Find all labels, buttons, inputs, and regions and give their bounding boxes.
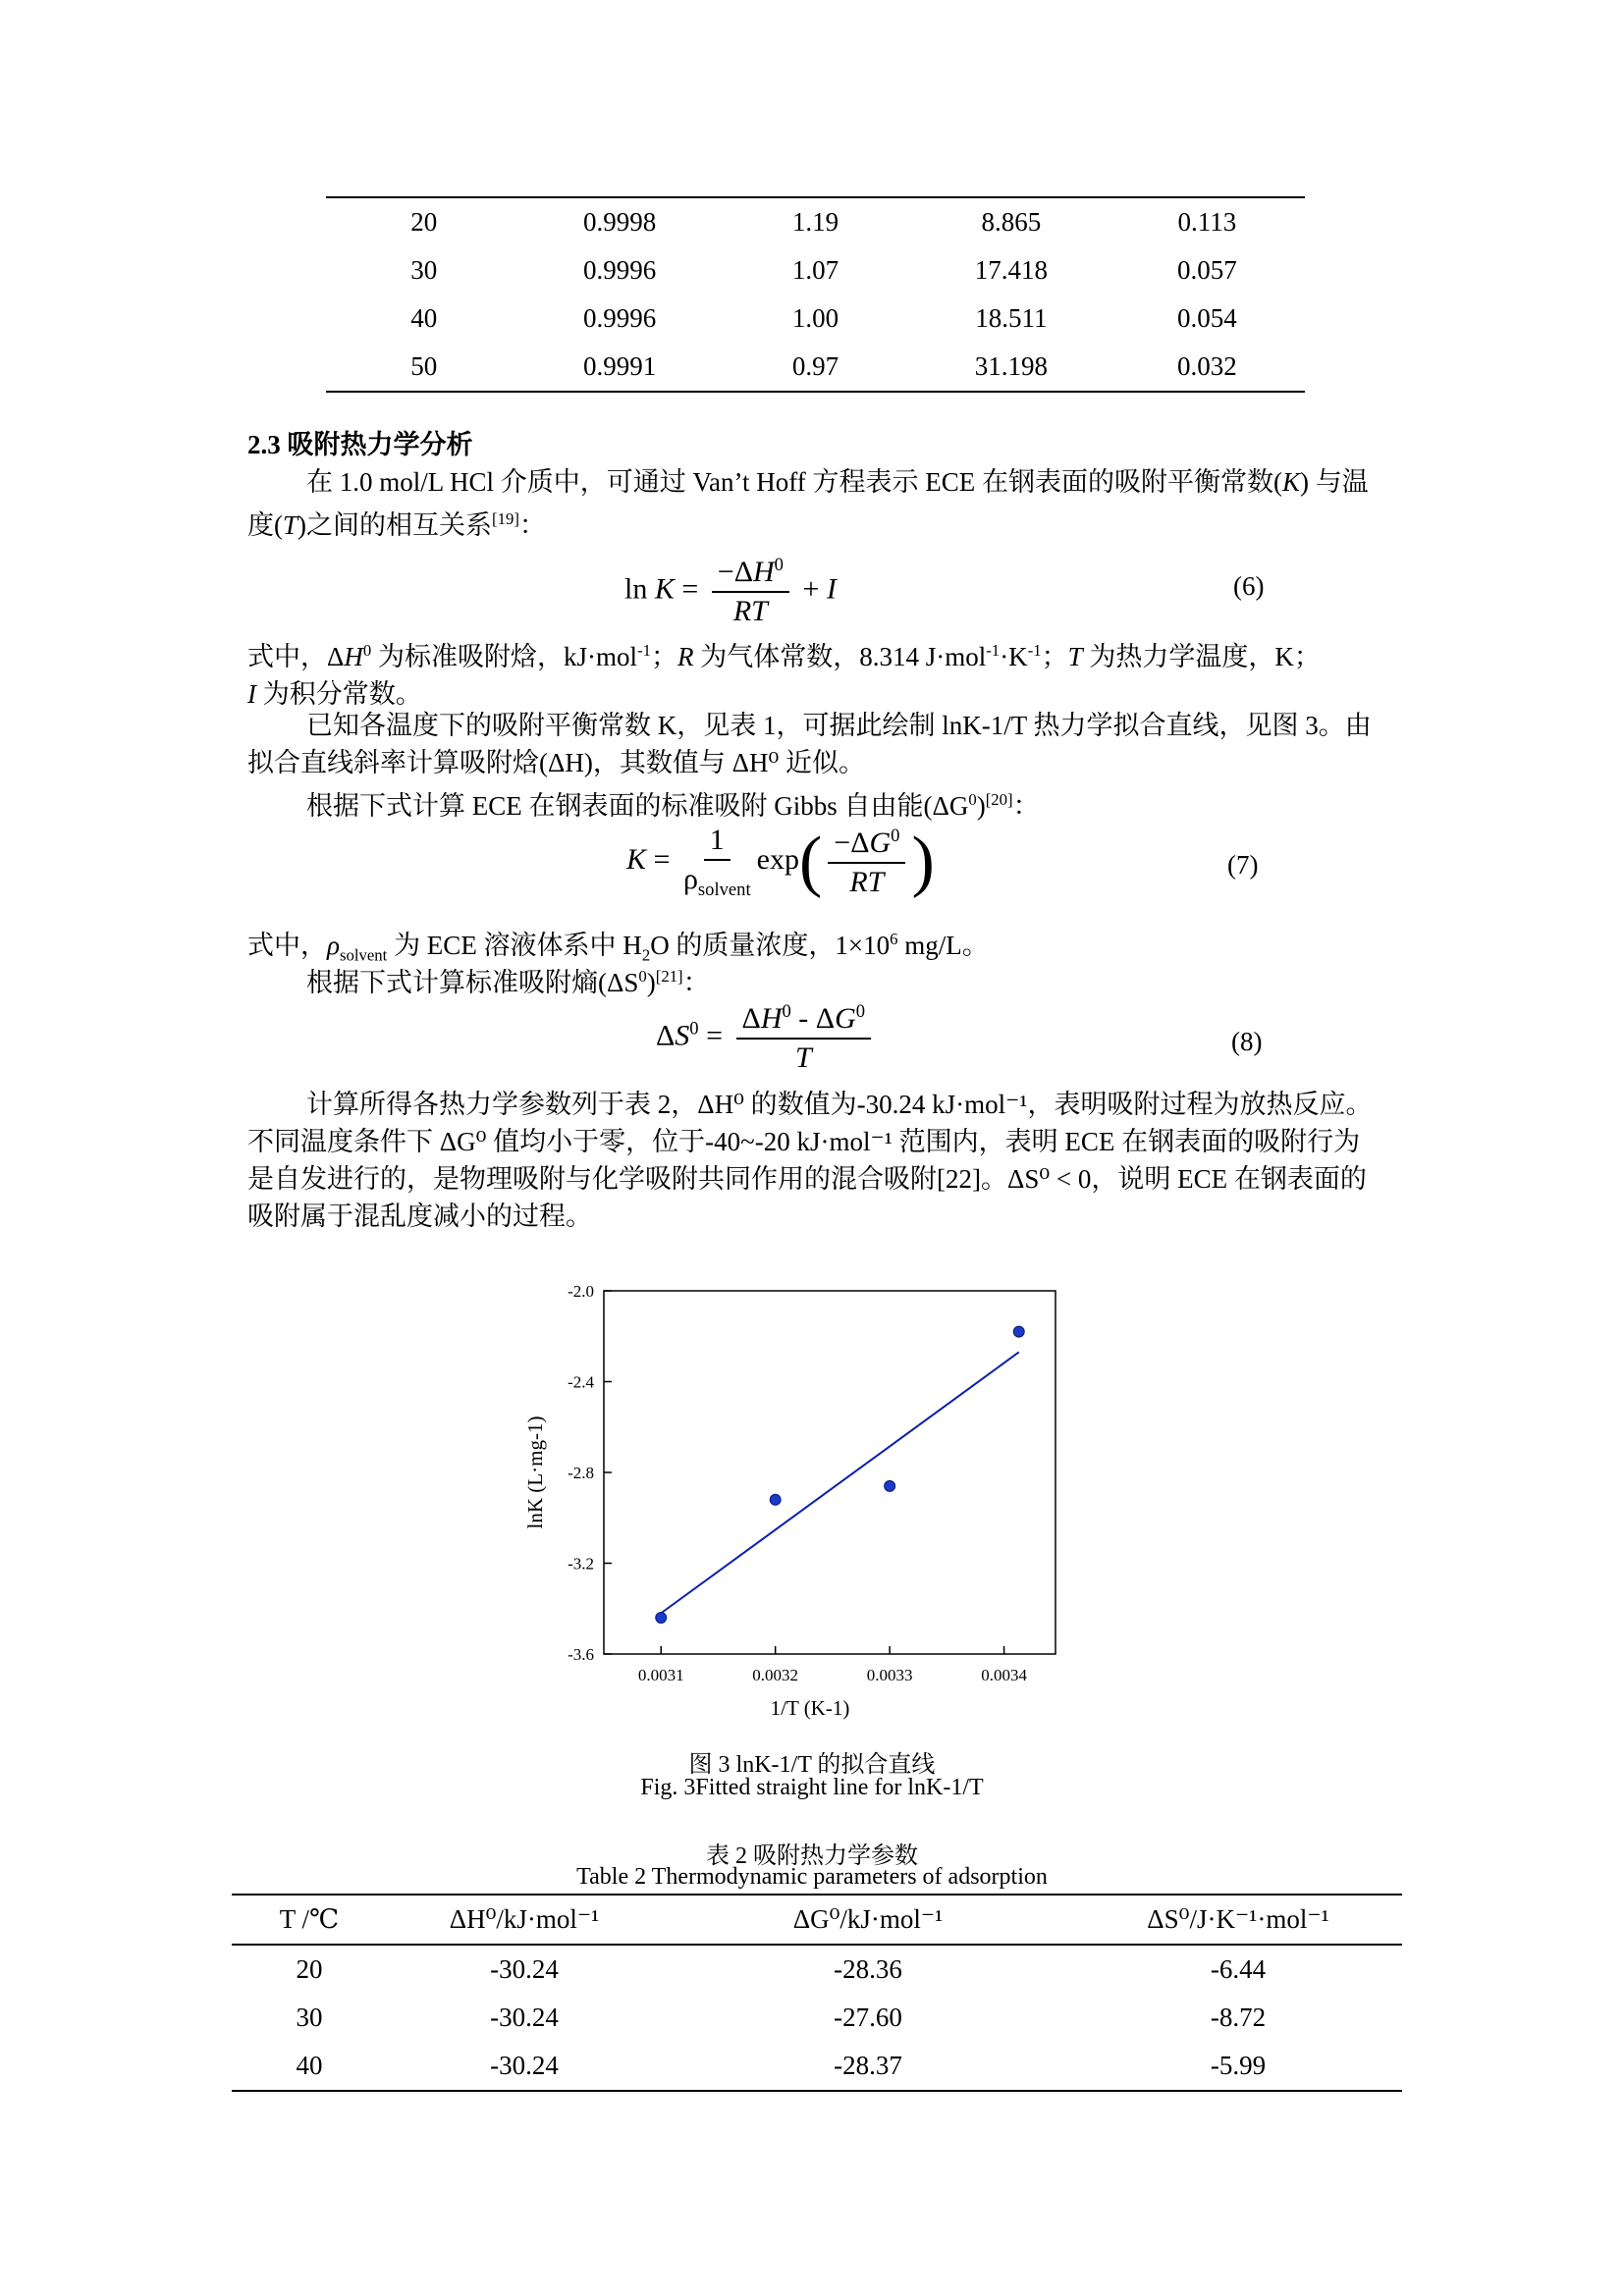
y-tick-label: -3.2 (568, 1554, 594, 1574)
equation-number-7: (7) (1227, 850, 1259, 880)
x-axis-label: 1/T (K-1) (770, 1696, 850, 1720)
y-tick-label: -2.4 (568, 1372, 594, 1392)
paragraph-3: 已知各温度下的吸附平衡常数 K，见表 1，可据此绘制 lnK-1/T 热力学拟合直线，见图 3。由拟合直线斜率计算吸附焓(ΔH)，其数值与 ΔH⁰ 近似。 (247, 711, 1372, 777)
x-tick-label: 0.0033 (866, 1666, 913, 1684)
table-row: 20 0.9998 1.19 8.865 0.113 (410, 207, 1237, 237)
table-row: 20 -30.24 -28.36 -6.44 (296, 1954, 1267, 1984)
table-header-cell: T /℃ (279, 1904, 340, 1934)
table-row: 40 -30.24 -28.37 -5.99 (296, 2051, 1267, 2080)
table-header-cell: ΔH⁰/kJ·mol⁻¹ (449, 1904, 600, 1934)
x-tick-label: 0.0034 (981, 1666, 1027, 1684)
data-point (656, 1613, 667, 1624)
plot-frame (604, 1291, 1056, 1654)
paragraph-5: 式中，$\rho_{solvent}$ 为 ECE 溶液体系中 $H_2O$ 的质量浓度，$1\times 10^6$ mg/L。 (247, 930, 989, 965)
table1 (326, 196, 1305, 393)
equation-number-6: (6) (1233, 571, 1265, 601)
table2-caption-cn: 表 2 吸附热力学参数 (706, 1843, 918, 1869)
figure-caption-cn: 图 3 lnK-1/T 的拟合直线 (688, 1752, 936, 1778)
table-row: 50 0.9991 0.97 31.198 0.032 (410, 351, 1237, 381)
fig3-chart (520, 1276, 1070, 1728)
data-point (885, 1480, 895, 1491)
y-tick-label: -2.8 (568, 1464, 594, 1482)
paragraph-2: 式中，$\Delta H^0$ 为标准吸附焓，kJ·mol$^{-1}$；R 为气体常数，8.314 $J\cdot mol^{-1}\cdot K^{-1}$；T 为热力学温度，K； I 为积分常数。 (247, 641, 1321, 709)
y-axis-label: lnK (L·mg-1) (523, 1415, 547, 1529)
paragraph-1: 在 1.0 mol/L HCl 介质中，可通过 Van’t Hoff 方程表示 ECE 在钢表面的吸附平衡常数(K) 与温度(T)之间的相互关系[19]： (247, 467, 1369, 540)
data-point (770, 1494, 781, 1505)
x-tick-label: 0.0031 (637, 1666, 684, 1684)
table2 (232, 1894, 1402, 2092)
data-point (1013, 1326, 1024, 1337)
section-heading: 2.3 吸附热力学分析 (247, 430, 473, 459)
table-row: 30 -30.24 -27.60 -8.72 (296, 2002, 1267, 2032)
table2-caption-en: Table 2 Thermodynamic parameters of adsorption (576, 1864, 1048, 1890)
figure-caption-en: Fig. 3Fitted straight line for lnK-1/T (640, 1775, 984, 1800)
table-header-cell: ΔS⁰/J·K⁻¹·mol⁻¹ (1147, 1904, 1329, 1934)
x-tick-label: 0.0032 (752, 1666, 799, 1684)
table-header-row (232, 1896, 1402, 1946)
equation-7: K = $\frac{1}{\rho_{solvent}}$ exp( $\frac{-\Delta G^0}{RT}$ ) (626, 823, 935, 900)
paragraph-4: 根据下式计算 ECE 在钢表面的标准吸附 Gibbs 自由能$(\Delta G^0)[20]$： (306, 790, 1040, 821)
paragraph-7: 计算所得各热力学参数列于表 2，ΔH⁰ 的数值为-30.24 kJ·mol⁻¹，表明吸附过程为放热反应。不同温度条件下 ΔG⁰ 值均小于零，位于-40~-20 kJ·mol⁻¹ 范围内，表明 ECE 在钢表面的吸附行为是自发进行的，是物理吸附与化学吸附共同作用的混合吸附[22]。ΔS⁰ < 0，说明 ECE 在钢表面的吸附属于混乱度减小的过程。 (247, 1090, 1373, 1231)
table-header-cell: ΔG⁰/kJ·mol⁻¹ (792, 1904, 944, 1934)
paragraph-6: 根据下式计算标准吸附熵$(\Delta S^0)[21]$： (306, 967, 710, 997)
y-tick-label: -2.0 (568, 1282, 594, 1301)
table-row: 30 0.9996 1.07 17.418 0.057 (410, 255, 1237, 285)
equation-number-8: (8) (1231, 1027, 1263, 1056)
fit-line (661, 1352, 1019, 1613)
equation-8: $\Delta S^0$ = $\frac{\Delta H^0 - \Delta G^0}{T}$ (656, 1001, 877, 1075)
equation-6: ln K = $\frac{-\Delta H^0}{RT}$ + I (624, 555, 837, 627)
y-tick-label: -3.6 (568, 1645, 594, 1664)
table-row: 40 0.9996 1.00 18.511 0.054 (410, 303, 1237, 333)
